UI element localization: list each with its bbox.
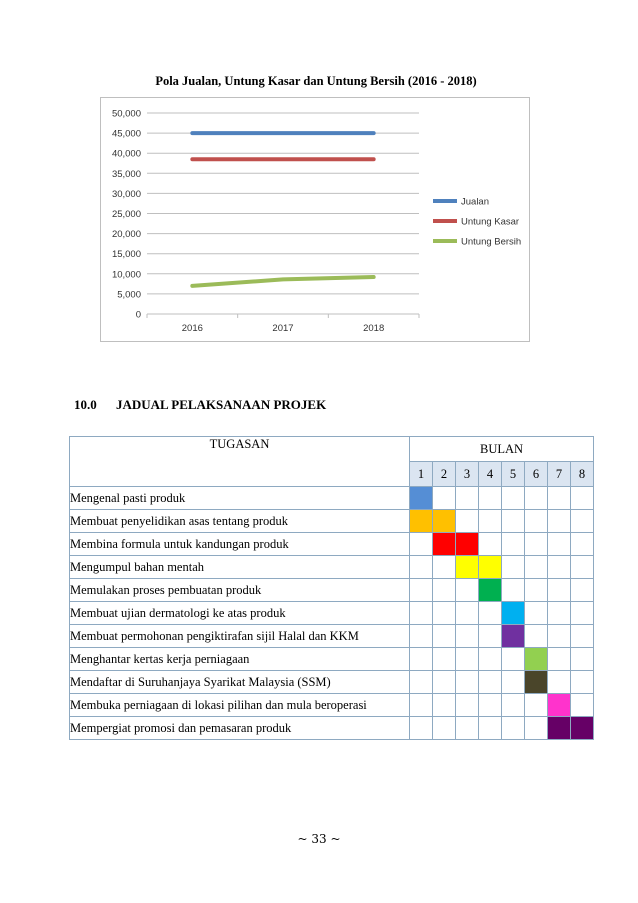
schedule-cell <box>502 556 525 579</box>
page-number: ~ 33 ~ <box>297 832 341 846</box>
schedule-cell <box>433 625 456 648</box>
table-row <box>70 487 594 510</box>
section-number: 10.0 <box>74 397 97 412</box>
schedule-cell <box>410 648 433 671</box>
legend-label: Jualan <box>461 196 489 208</box>
schedule-cell <box>525 510 548 533</box>
schedule-cell <box>525 579 548 602</box>
y-tick-label: 35,000 <box>111 168 141 180</box>
schedule-cell-filled <box>479 556 502 579</box>
schedule-cell <box>433 487 456 510</box>
table-row <box>70 625 594 648</box>
task-name: Membina formula untuk kandungan produk <box>70 533 410 556</box>
schedule-cell <box>548 487 571 510</box>
table-row <box>70 510 594 533</box>
schedule-cell <box>479 671 502 694</box>
schedule-cell <box>548 533 571 556</box>
task-name: Mengenal pasti produk <box>70 487 410 510</box>
schedule-cell <box>456 648 479 671</box>
schedule-cell-filled <box>502 602 525 625</box>
task-name: Membuat ujian dermatologi ke atas produk <box>70 602 410 625</box>
schedule-cell <box>479 533 502 556</box>
table-row <box>70 602 594 625</box>
schedule-cell-filled <box>456 556 479 579</box>
schedule-cell <box>479 717 502 740</box>
line-chart <box>101 98 529 341</box>
schedule-cell <box>479 625 502 648</box>
table-row <box>70 671 594 694</box>
schedule-cell-filled <box>548 717 571 740</box>
y-tick-label: 0 <box>135 309 141 321</box>
task-name: Menghantar kertas kerja perniagaan <box>70 648 410 671</box>
schedule-cell-filled <box>479 579 502 602</box>
schedule-cell <box>433 717 456 740</box>
task-name: Mendaftar di Suruhanjaya Syarikat Malaysia (SSM) <box>70 671 410 694</box>
schedule-cell <box>571 694 594 717</box>
schedule-cell <box>548 625 571 648</box>
schedule-cell <box>479 602 502 625</box>
schedule-cell <box>456 625 479 648</box>
schedule-cell <box>525 602 548 625</box>
task-name: Membuka perniagaan di lokasi pilihan dan mula beroperasi <box>70 694 410 717</box>
schedule-cell <box>502 648 525 671</box>
schedule-cell <box>548 556 571 579</box>
schedule-cell <box>410 694 433 717</box>
schedule-cell <box>433 694 456 717</box>
x-tick-label: 2017 <box>272 323 294 334</box>
schedule-cell <box>548 671 571 694</box>
schedule-cell <box>571 671 594 694</box>
schedule-cell <box>571 556 594 579</box>
schedule-cell <box>456 510 479 533</box>
y-tick-label: 15,000 <box>111 249 141 261</box>
section-heading <box>74 397 326 413</box>
schedule-cell <box>479 487 502 510</box>
schedule-cell <box>571 510 594 533</box>
schedule-cell <box>548 579 571 602</box>
task-name: Membuat penyelidikan asas tentang produk <box>70 510 410 533</box>
task-name: Memulakan proses pembuatan produk <box>70 579 410 602</box>
task-name: Mempergiat promosi dan pemasaran produk <box>70 717 410 740</box>
project-schedule-table <box>69 436 594 740</box>
schedule-cell <box>525 717 548 740</box>
schedule-cell <box>525 487 548 510</box>
schedule-cell <box>502 694 525 717</box>
schedule-cell <box>456 671 479 694</box>
schedule-cell <box>456 487 479 510</box>
schedule-cell <box>525 625 548 648</box>
schedule-cell <box>571 579 594 602</box>
table-row <box>70 533 594 556</box>
schedule-cell <box>571 533 594 556</box>
schedule-cell <box>433 648 456 671</box>
schedule-cell <box>571 625 594 648</box>
schedule-cell <box>479 648 502 671</box>
schedule-cell <box>502 717 525 740</box>
month-header-8: 8 <box>571 462 594 487</box>
schedule-cell <box>548 648 571 671</box>
schedule-cell <box>410 602 433 625</box>
schedule-cell <box>479 510 502 533</box>
y-tick-label: 10,000 <box>111 269 141 281</box>
schedule-cell <box>433 579 456 602</box>
schedule-cell <box>525 694 548 717</box>
schedule-cell-filled <box>456 533 479 556</box>
month-header-1: 1 <box>410 462 433 487</box>
schedule-cell-filled <box>525 648 548 671</box>
header-tugasan: TUGASAN <box>70 437 410 487</box>
x-tick-label: 2016 <box>181 323 203 334</box>
schedule-cell <box>548 602 571 625</box>
table-row <box>70 694 594 717</box>
schedule-cell <box>502 510 525 533</box>
task-name: Membuat permohonan pengiktirafan sijil Halal dan KKM <box>70 625 410 648</box>
schedule-cell <box>410 533 433 556</box>
schedule-cell <box>571 602 594 625</box>
series-line <box>192 277 373 286</box>
legend-label: Untung Bersih <box>461 236 522 248</box>
schedule-cell <box>410 556 433 579</box>
header-bulan: BULAN <box>410 437 594 462</box>
chart-frame <box>100 97 530 342</box>
schedule-cell <box>502 533 525 556</box>
x-tick-label: 2018 <box>363 323 385 334</box>
schedule-cell <box>502 579 525 602</box>
schedule-cell-filled <box>571 717 594 740</box>
schedule-cell <box>410 579 433 602</box>
month-header-7: 7 <box>548 462 571 487</box>
table-row <box>70 556 594 579</box>
schedule-cell <box>502 487 525 510</box>
schedule-cell-filled <box>502 625 525 648</box>
schedule-cell-filled <box>410 510 433 533</box>
schedule-cell-filled <box>410 487 433 510</box>
schedule-cell <box>502 671 525 694</box>
schedule-cell <box>479 694 502 717</box>
schedule-cell <box>433 602 456 625</box>
y-tick-label: 5,000 <box>117 289 141 301</box>
schedule-cell <box>410 671 433 694</box>
task-name: Mengumpul bahan mentah <box>70 556 410 579</box>
schedule-cell-filled <box>433 510 456 533</box>
schedule-cell <box>571 487 594 510</box>
table-row <box>70 579 594 602</box>
schedule-cell <box>525 533 548 556</box>
month-header-4: 4 <box>479 462 502 487</box>
table-row <box>70 717 594 740</box>
section-title: JADUAL PELAKSANAAN PROJEK <box>116 397 327 412</box>
month-header-3: 3 <box>456 462 479 487</box>
schedule-cell <box>548 510 571 533</box>
legend-label: Untung Kasar <box>461 216 520 228</box>
y-tick-label: 50,000 <box>111 108 141 120</box>
schedule-cell-filled <box>525 671 548 694</box>
schedule-cell <box>456 694 479 717</box>
month-header-2: 2 <box>433 462 456 487</box>
schedule-cell <box>410 717 433 740</box>
chart-title: Pola Jualan, Untung Kasar dan Untung Bersih (2016 - 2018) <box>155 74 477 88</box>
schedule-cell-filled <box>548 694 571 717</box>
y-tick-label: 20,000 <box>111 229 141 241</box>
schedule-cell <box>456 602 479 625</box>
schedule-cell <box>456 717 479 740</box>
schedule-cell <box>456 579 479 602</box>
y-tick-label: 25,000 <box>111 209 141 220</box>
y-tick-label: 40,000 <box>111 148 141 160</box>
y-tick-label: 30,000 <box>111 188 141 200</box>
table-row <box>70 648 594 671</box>
schedule-cell <box>571 648 594 671</box>
schedule-cell <box>433 556 456 579</box>
schedule-cell <box>410 625 433 648</box>
month-header-6: 6 <box>525 462 548 487</box>
schedule-cell <box>433 671 456 694</box>
month-header-5: 5 <box>502 462 525 487</box>
schedule-cell-filled <box>433 533 456 556</box>
schedule-cell <box>525 556 548 579</box>
y-tick-label: 45,000 <box>111 128 141 140</box>
